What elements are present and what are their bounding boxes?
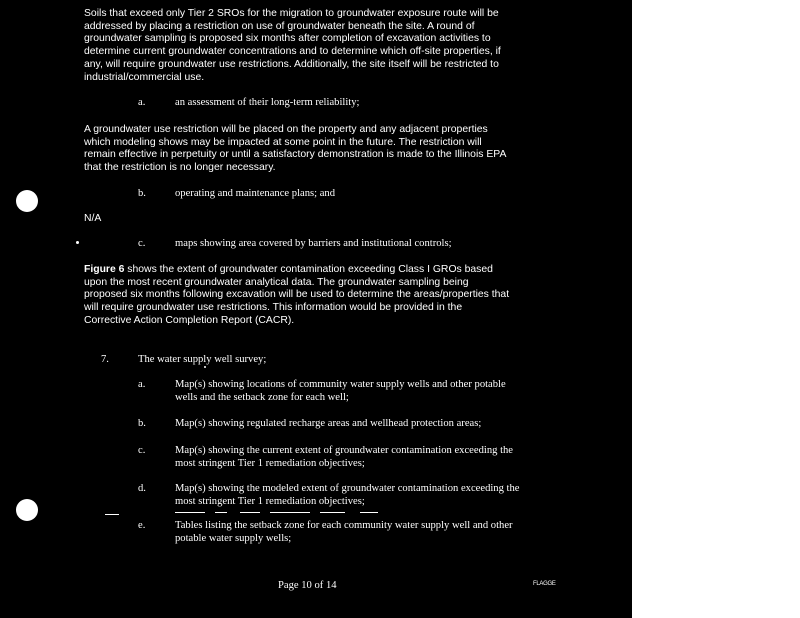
paragraph-restriction (84, 124, 506, 175)
item-a-marker: a. (138, 97, 146, 108)
item-c-marker: c. (138, 238, 146, 249)
scan-artifact-dash (240, 512, 260, 513)
survey-item-a-text (175, 379, 506, 404)
section-7-number: 7. (101, 354, 109, 365)
scan-artifact-dash (175, 512, 205, 513)
survey-item-b-text (175, 418, 481, 431)
binder-hole-top (16, 190, 38, 212)
scan-artifact-dash (105, 514, 119, 515)
document-stamp: FLAGGE (533, 581, 556, 587)
binder-hole-bottom (16, 499, 38, 521)
item-b-text: operating and maintenance plans; and (175, 188, 336, 199)
text-line: groundwater sampling is proposed six months after completion of excavation activities to (84, 33, 491, 45)
survey-item-a-marker: a. (138, 379, 146, 390)
text-line: Map(s) showing the current extent of groundwater contamination exceeding the (175, 445, 514, 456)
text-line: A groundwater use restriction will be placed on the property and any adjacent properties (84, 124, 488, 135)
paragraph-figure6 (84, 264, 509, 328)
text-line: potable water supply wells; (175, 532, 292, 544)
scan-artifact-dash (215, 512, 227, 513)
text-line (84, 264, 509, 277)
text-line: Map(s) showing regulated recharge areas and wellhead protection areas; (175, 418, 482, 429)
survey-item-d-marker: d. (138, 483, 146, 494)
item-b-marker: b. (138, 188, 146, 199)
survey-item-e-text (175, 520, 513, 545)
figure-6-reference: Figure 6 (84, 264, 125, 275)
survey-item-c-marker: c. (138, 445, 146, 456)
text-line: upon the most recent groundwater analytical data. The groundwater sampling being (84, 276, 469, 288)
scan-artifact-dash (270, 512, 310, 513)
text-line: most stringent Tier 1 remediation objectives; (175, 495, 365, 507)
text-span: shows the extent of groundwater contamination exceeding Class I GROs based (124, 264, 493, 275)
page-number: Page 10 of 14 (278, 580, 337, 591)
text-line: will require groundwater use restrictions. This information would be provided in the (84, 302, 463, 314)
text-line: wells and the setback zone for each well; (175, 391, 349, 403)
text-line: Soils that exceed only Tier 2 SROs for the migration to groundwater exposure route will be (84, 8, 499, 19)
text-line: Tables listing the setback zone for each community water supply well and other (175, 520, 513, 531)
na-text: N/A (84, 213, 102, 224)
text-line: determine current groundwater concentrations and to determine which off-site properties, if (84, 46, 501, 58)
scan-artifact-dash (320, 512, 345, 513)
text-line: Corrective Action Completion Report (CACR). (84, 314, 295, 326)
item-c-text: maps showing area covered by barriers and institutional controls; (175, 238, 452, 249)
paragraph-soils (84, 8, 501, 84)
text-line: Map(s) showing the modeled extent of groundwater contamination exceeding the (175, 483, 520, 494)
section-7-title: The water supply well survey; (138, 354, 267, 365)
text-line: proposed six months following excavation will be used to determine the areas/properties that (84, 289, 510, 301)
text-line: industrial/commercial use. (84, 71, 205, 83)
text-line: that the restriction is no longer necessary. (84, 162, 276, 174)
survey-item-e-marker: e. (138, 520, 146, 531)
survey-item-c-text (175, 445, 513, 470)
scan-artifact-dash (360, 512, 378, 513)
text-line: most stringent Tier 1 remediation objectives; (175, 457, 365, 469)
text-line: remain effective in perpetuity or until a satisfactory demonstration is made to the Illinois EPA (84, 149, 507, 161)
survey-item-d-text (175, 483, 520, 508)
text-line: any, will require groundwater use restrictions. Additionally, the site itself will be restricted to (84, 58, 499, 70)
text-line: Map(s) showing locations of community water supply wells and other potable (175, 379, 506, 390)
scan-speck (76, 241, 79, 244)
item-a-text: an assessment of their long-term reliability; (175, 97, 360, 108)
text-line: addressed by placing a restriction on use of groundwater beneath the site. A round of (84, 20, 475, 32)
text-line: which modeling shows may be impacted at some point in the future. The restriction will (84, 136, 482, 148)
survey-item-b-marker: b. (138, 418, 146, 429)
